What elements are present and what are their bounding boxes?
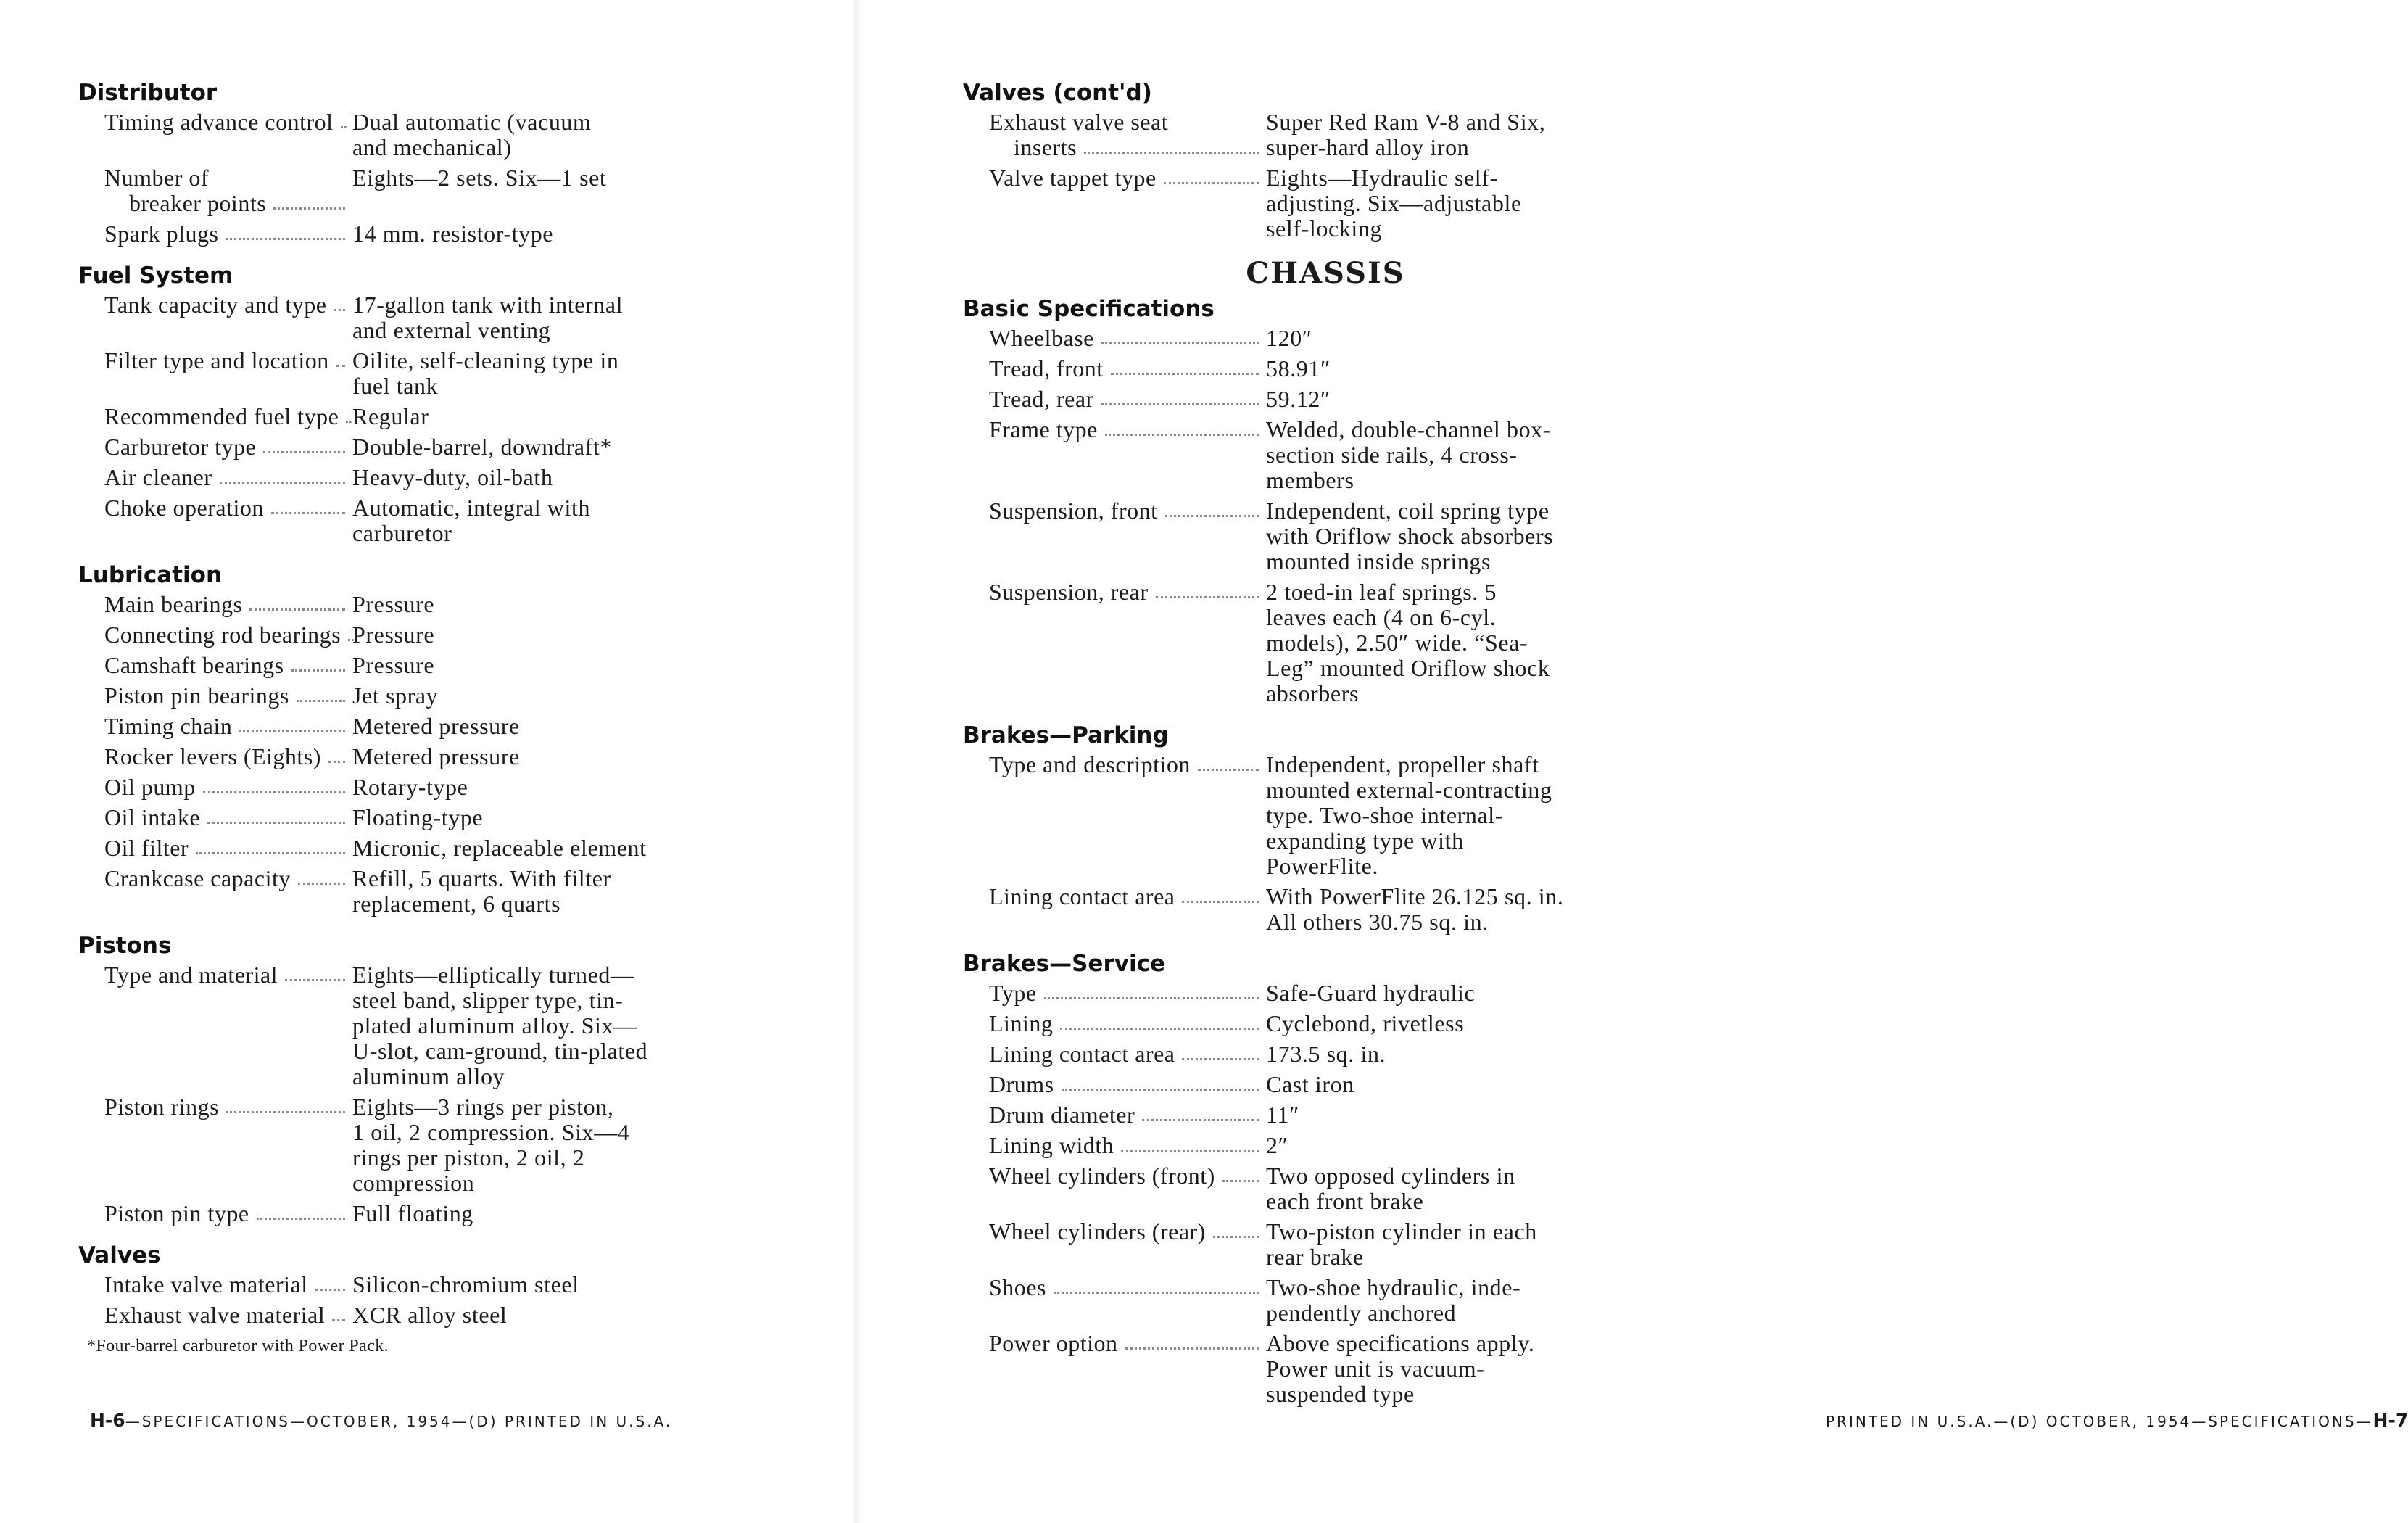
spec-label: [963, 417, 1263, 442]
spec-value: Regular: [352, 403, 429, 429]
spec-label: [963, 110, 1263, 160]
spec-label-text: Type and material: [104, 962, 278, 988]
leader-dots: [226, 1111, 345, 1113]
spec-label: [963, 356, 1263, 381]
leader-dots: [1156, 596, 1259, 598]
spec-label: [963, 1133, 1263, 1158]
spec-row: [963, 981, 1688, 1006]
leader-dots: [291, 669, 345, 672]
spec-section: [963, 949, 1688, 1407]
spec-label-text: Tread, rear: [989, 386, 1094, 412]
spec-value: Eights—elliptically turned— steel band, slipper type, tin- plated aluminum alloy. Six— U-slot, cam-ground, tin-plated aluminum alloy: [352, 962, 648, 1089]
spec-label-text: Rocker levers (Eights): [104, 743, 321, 769]
spec-row: [78, 1094, 774, 1196]
spec-row: [78, 495, 774, 546]
spec-row: [78, 962, 774, 1089]
spec-value: XCR alloy steel: [352, 1302, 508, 1328]
spec-section: [963, 78, 1688, 242]
spec-row: [963, 1275, 1688, 1326]
left-page-footer: [90, 1410, 672, 1431]
spec-label: [963, 1163, 1263, 1189]
section-heading: Fuel System: [78, 263, 233, 289]
section-heading: Lubrication: [78, 562, 223, 588]
spec-label-text: Exhaust valve material: [104, 1302, 326, 1328]
spec-label-text: Carburetor type: [104, 434, 257, 460]
spec-value: Dual automatic (vacuum and mechanical): [352, 109, 592, 160]
spec-label: [963, 1275, 1263, 1300]
spec-value: Micronic, replaceable element: [352, 835, 647, 861]
spec-label: [78, 714, 349, 739]
leader-dots: [285, 979, 345, 981]
spec-row: [78, 1201, 774, 1226]
section-heading: Distributor: [78, 80, 218, 106]
spec-value: Safe-Guard hydraulic: [1266, 980, 1476, 1006]
spec-value: Double-barrel, downdraft*: [352, 434, 612, 460]
page-number: H-6: [90, 1410, 125, 1431]
leader-dots: [332, 1319, 345, 1321]
spec-label: [78, 1094, 349, 1120]
spec-value: Above specifications apply. Power unit is vacuum- suspended type: [1266, 1330, 1535, 1407]
spec-value: Pressure: [352, 652, 435, 678]
spec-section: [963, 721, 1688, 935]
leader-dots: [1198, 769, 1259, 771]
spec-value: Metered pressure: [352, 713, 520, 739]
spec-value: Full floating: [352, 1200, 473, 1226]
spec-row: [78, 434, 774, 460]
spec-row: [963, 387, 1688, 412]
spec-row: [78, 775, 774, 800]
spec-row: [78, 465, 774, 490]
spec-label-text: Timing advance control: [104, 109, 334, 135]
spec-value: Independent, coil spring type with Oriflow shock absorbers mounted inside springs: [1266, 498, 1554, 574]
leader-dots: [315, 1289, 345, 1291]
spec-value: Pressure: [352, 622, 435, 648]
spec-label: [78, 592, 349, 617]
leader-dots: [328, 761, 345, 763]
spec-label: [78, 495, 349, 521]
spec-label: [78, 348, 349, 373]
spec-label-text: Wheel cylinders (rear): [989, 1218, 1206, 1245]
section-heading: Valves (cont'd): [963, 80, 1152, 106]
spec-row: [78, 1272, 774, 1297]
spec-label-text: Filter type and location: [104, 347, 329, 373]
spec-row: [963, 356, 1688, 381]
spec-label: [963, 1219, 1263, 1245]
spec-row: [963, 1011, 1688, 1036]
spec-label: [78, 292, 349, 318]
leader-dots: [1142, 1119, 1259, 1121]
spec-label: [78, 1303, 349, 1328]
spec-label: [78, 622, 349, 648]
spec-value: 11″: [1266, 1102, 1299, 1128]
spec-label: [78, 110, 349, 135]
spec-row: [78, 866, 774, 917]
spec-row: [963, 498, 1688, 574]
spec-label-line: Number of: [104, 165, 210, 191]
leader-dots: [1121, 1150, 1259, 1152]
spec-row: [78, 1303, 774, 1328]
footer-text: PRINTED IN U.S.A.—(D) OCTOBER, 1954—SPECIFICATIONS—: [1826, 1413, 2373, 1430]
spec-value: Eights—2 sets. Six—1 set: [352, 165, 607, 191]
leader-dots: [1101, 342, 1259, 344]
spec-row: [78, 165, 774, 216]
leader-dots: [249, 608, 345, 611]
spec-label: [963, 579, 1263, 605]
spec-row: [963, 1163, 1688, 1214]
spec-label-text: breaker points: [129, 190, 267, 216]
spec-label-text: Oil filter: [104, 835, 189, 861]
spec-label-text: Lining: [989, 1010, 1054, 1036]
leader-dots: [341, 126, 347, 128]
spec-label: [78, 434, 349, 460]
spec-section: [963, 294, 1688, 706]
spec-row: [963, 1219, 1688, 1270]
spec-row: [963, 1072, 1688, 1097]
spec-row: [963, 1133, 1688, 1158]
section-heading: Pistons: [78, 933, 172, 959]
section-heading: Brakes—Service: [963, 951, 1165, 977]
spec-label-text: Wheelbase: [989, 325, 1094, 351]
spec-value: 17-gallon tank with internal and external venting: [352, 292, 624, 343]
spec-label-text: Intake valve material: [104, 1271, 308, 1297]
spec-value: Two opposed cylinders in each front brake: [1266, 1163, 1515, 1214]
spec-label: [78, 653, 349, 678]
spec-value: 59.12″: [1266, 386, 1331, 412]
spec-row: [78, 292, 774, 343]
spec-label-text: Power option: [989, 1330, 1118, 1356]
spec-label-text: Suspension, front: [989, 498, 1158, 524]
spec-label: [963, 752, 1263, 777]
spec-value: 58.91″: [1266, 355, 1331, 381]
leader-dots: [226, 238, 346, 240]
spec-row: [78, 714, 774, 739]
spec-label-line: [104, 191, 349, 216]
spec-label: [78, 835, 349, 861]
spec-label-text: Drum diameter: [989, 1102, 1135, 1128]
spec-label-text: inserts: [1014, 134, 1077, 160]
spec-label-text: Timing chain: [104, 713, 233, 739]
spec-label-text: Valve tappet type: [989, 165, 1157, 191]
spec-section: [78, 78, 774, 247]
spec-label: [963, 387, 1263, 412]
footer-text: —SPECIFICATIONS—OCTOBER, 1954—(D) PRINTED IN U.S.A.: [125, 1413, 673, 1430]
spec-value: Welded, double-channel box- section side rails, 4 cross- members: [1266, 416, 1552, 493]
spec-value: 2 toed-in leaf springs. 5 leaves each (4 on 6-cyl. models), 2.50″ wide. “Sea- Leg” mounted Oriflow shock absorbers: [1266, 579, 1550, 706]
spec-label-text: Oil pump: [104, 774, 196, 800]
spec-label-text: Drums: [989, 1071, 1054, 1097]
spec-value: Pressure: [352, 591, 435, 617]
spec-label: [78, 1272, 349, 1297]
spec-row: [963, 417, 1688, 493]
spec-value: Silicon-chromium steel: [352, 1271, 579, 1297]
leader-dots: [1084, 152, 1259, 154]
spec-value: Floating-type: [352, 804, 484, 830]
spec-row: [963, 1102, 1688, 1128]
spec-label: [963, 1041, 1263, 1067]
spec-label: [78, 744, 349, 769]
spec-label: [78, 221, 349, 247]
spec-value: Rotary-type: [352, 774, 468, 800]
spec-label: [78, 775, 349, 800]
section-heading: Basic Specifications: [963, 296, 1215, 322]
left-page: [0, 0, 856, 1523]
spec-label: [963, 884, 1263, 909]
spec-label-text: Tank capacity and type: [104, 292, 327, 318]
spec-label: [963, 326, 1263, 351]
spec-row: [78, 348, 774, 399]
leader-dots: [207, 822, 345, 824]
spec-value: 173.5 sq. in.: [1266, 1041, 1386, 1067]
spec-label: [78, 165, 349, 216]
spec-row: [78, 744, 774, 769]
spec-row: [78, 683, 774, 709]
spec-label-text: Lining contact area: [989, 1041, 1175, 1067]
spec-label-text: Lining contact area: [989, 883, 1175, 909]
spec-row: [963, 110, 1688, 160]
spec-section: [78, 931, 774, 1226]
right-page: [856, 0, 2408, 1523]
leader-dots: [1060, 1028, 1259, 1030]
spec-value: Oilite, self-cleaning type in fuel tank: [352, 347, 619, 399]
spec-label-text: Oil intake: [104, 804, 201, 830]
spec-value: With PowerFlite 26.125 sq. in. All others 30.75 sq. in.: [1266, 883, 1564, 935]
spec-label: [78, 683, 349, 709]
right-page-content: [963, 78, 1688, 1421]
spec-label: [78, 404, 349, 429]
spec-value: Cyclebond, rivetless: [1266, 1010, 1465, 1036]
spec-row: [963, 326, 1688, 351]
spec-label: [78, 962, 349, 988]
spec-label: [78, 866, 349, 891]
spec-label: [963, 165, 1263, 191]
spec-label: [963, 1011, 1263, 1036]
spec-row: [78, 592, 774, 617]
page-number: H-7: [2372, 1410, 2408, 1431]
leader-dots: [334, 309, 345, 311]
spec-value: Super Red Ram V-8 and Six, super-hard alloy iron: [1266, 109, 1546, 160]
leader-dots: [1182, 1058, 1259, 1060]
spec-label-text: Frame type: [989, 416, 1098, 442]
spec-section: [78, 261, 774, 546]
leader-dots: [336, 365, 345, 367]
leader-dots: [1105, 434, 1259, 436]
leader-dots: [1111, 373, 1259, 375]
spec-section: [78, 1241, 774, 1328]
leader-dots: [298, 883, 345, 885]
spec-row: [78, 653, 774, 678]
leader-dots: [1054, 1292, 1259, 1294]
spec-label-text: Piston rings: [104, 1094, 220, 1120]
spec-label-text: Connecting rod bearings: [104, 622, 342, 648]
leader-dots: [297, 700, 345, 702]
spec-row: [963, 165, 1688, 242]
spec-row: [963, 1331, 1688, 1407]
spec-value: Automatic, integral with carburetor: [352, 495, 591, 546]
spec-row: [78, 110, 774, 160]
leader-dots: [273, 207, 345, 210]
leader-dots: [1165, 515, 1259, 517]
section-heading: Brakes—Parking: [963, 722, 1169, 748]
spec-value: Heavy-duty, oil-bath: [352, 464, 553, 490]
spec-value: 2″: [1266, 1132, 1288, 1158]
spec-label: [78, 1201, 349, 1226]
spec-label: [78, 465, 349, 490]
spec-label-line: [989, 135, 1263, 160]
leader-dots: [1222, 1180, 1259, 1182]
section-heading: Valves: [78, 1242, 161, 1268]
spec-label-line: Exhaust valve seat: [989, 109, 1169, 135]
footnote: *Four-barrel carburetor with Power Pack.: [87, 1337, 389, 1355]
spec-row: [963, 884, 1688, 935]
leader-dots: [203, 791, 345, 793]
spec-value: Jet spray: [352, 682, 439, 709]
leader-dots: [196, 852, 345, 854]
spec-value: 14 mm. resistor-type: [352, 220, 554, 247]
spec-row: [78, 221, 774, 247]
spec-label-text: Recommended fuel type: [104, 403, 339, 429]
spec-value: Eights—Hydraulic self- adjusting. Six—adjustable self-locking: [1266, 165, 1522, 242]
spec-label: [963, 1072, 1263, 1097]
spec-row: [963, 1041, 1688, 1067]
left-page-content: [78, 78, 774, 1356]
spec-value: Two-shoe hydraulic, inde- pendently anchored: [1266, 1274, 1521, 1326]
spec-label-text: Type: [989, 980, 1037, 1006]
leader-dots: [1062, 1089, 1259, 1091]
spec-value: 120″: [1266, 325, 1312, 351]
spec-label-text: Type and description: [989, 751, 1191, 777]
leader-dots: [1164, 182, 1259, 184]
spec-value: Eights—3 rings per piston, 1 oil, 2 compression. Six—4 rings per piston, 2 oil, 2 compression: [352, 1094, 630, 1196]
leader-dots: [1125, 1347, 1259, 1350]
spec-value: Refill, 5 quarts. With filter replacement, 6 quarts: [352, 865, 611, 917]
spec-label: [963, 981, 1263, 1006]
spec-value: Two-piston cylinder in each rear brake: [1266, 1218, 1537, 1270]
chassis-title: CHASSIS: [1246, 256, 1405, 290]
spec-row: [78, 805, 774, 830]
right-page-footer: [1826, 1410, 2408, 1431]
spec-section: [78, 561, 774, 917]
spec-value: Independent, propeller shaft mounted external-contracting type. Two-shoe internal- expanding type with PowerFlite.: [1266, 751, 1552, 879]
leader-dots: [239, 730, 345, 732]
spec-label: [963, 1102, 1263, 1128]
spec-label-text: Piston pin type: [104, 1200, 249, 1226]
spec-label: [963, 1331, 1263, 1356]
spec-row: [78, 404, 774, 429]
spec-label-text: Shoes: [989, 1274, 1046, 1300]
spec-row: [963, 579, 1688, 706]
leader-dots: [1044, 997, 1259, 999]
spec-row: [78, 622, 774, 648]
spec-label-text: Crankcase capacity: [104, 865, 291, 891]
spec-label-text: Piston pin bearings: [104, 682, 289, 709]
spec-label-text: Camshaft bearings: [104, 652, 284, 678]
spec-row: [963, 752, 1688, 879]
spec-label-text: Lining width: [989, 1132, 1114, 1158]
spec-label-text: Choke operation: [104, 495, 264, 521]
spec-label-text: Wheel cylinders (front): [989, 1163, 1215, 1189]
leader-dots: [1182, 901, 1259, 903]
spec-label-text: Suspension, rear: [989, 579, 1149, 605]
spec-label: [963, 498, 1263, 524]
spec-label-text: Tread, front: [989, 355, 1104, 381]
spec-label-text: Main bearings: [104, 591, 243, 617]
spec-label: [78, 805, 349, 830]
leader-dots: [220, 482, 345, 484]
leader-dots: [257, 1218, 345, 1220]
spec-value: Cast iron: [1266, 1071, 1354, 1097]
leader-dots: [1213, 1236, 1259, 1238]
spec-label-text: Spark plugs: [104, 220, 219, 247]
leader-dots: [271, 512, 345, 514]
spec-label-text: Air cleaner: [104, 464, 212, 490]
spec-value: Metered pressure: [352, 743, 520, 769]
leader-dots: [263, 451, 345, 453]
leader-dots: [1101, 403, 1259, 405]
spec-row: [78, 835, 774, 861]
